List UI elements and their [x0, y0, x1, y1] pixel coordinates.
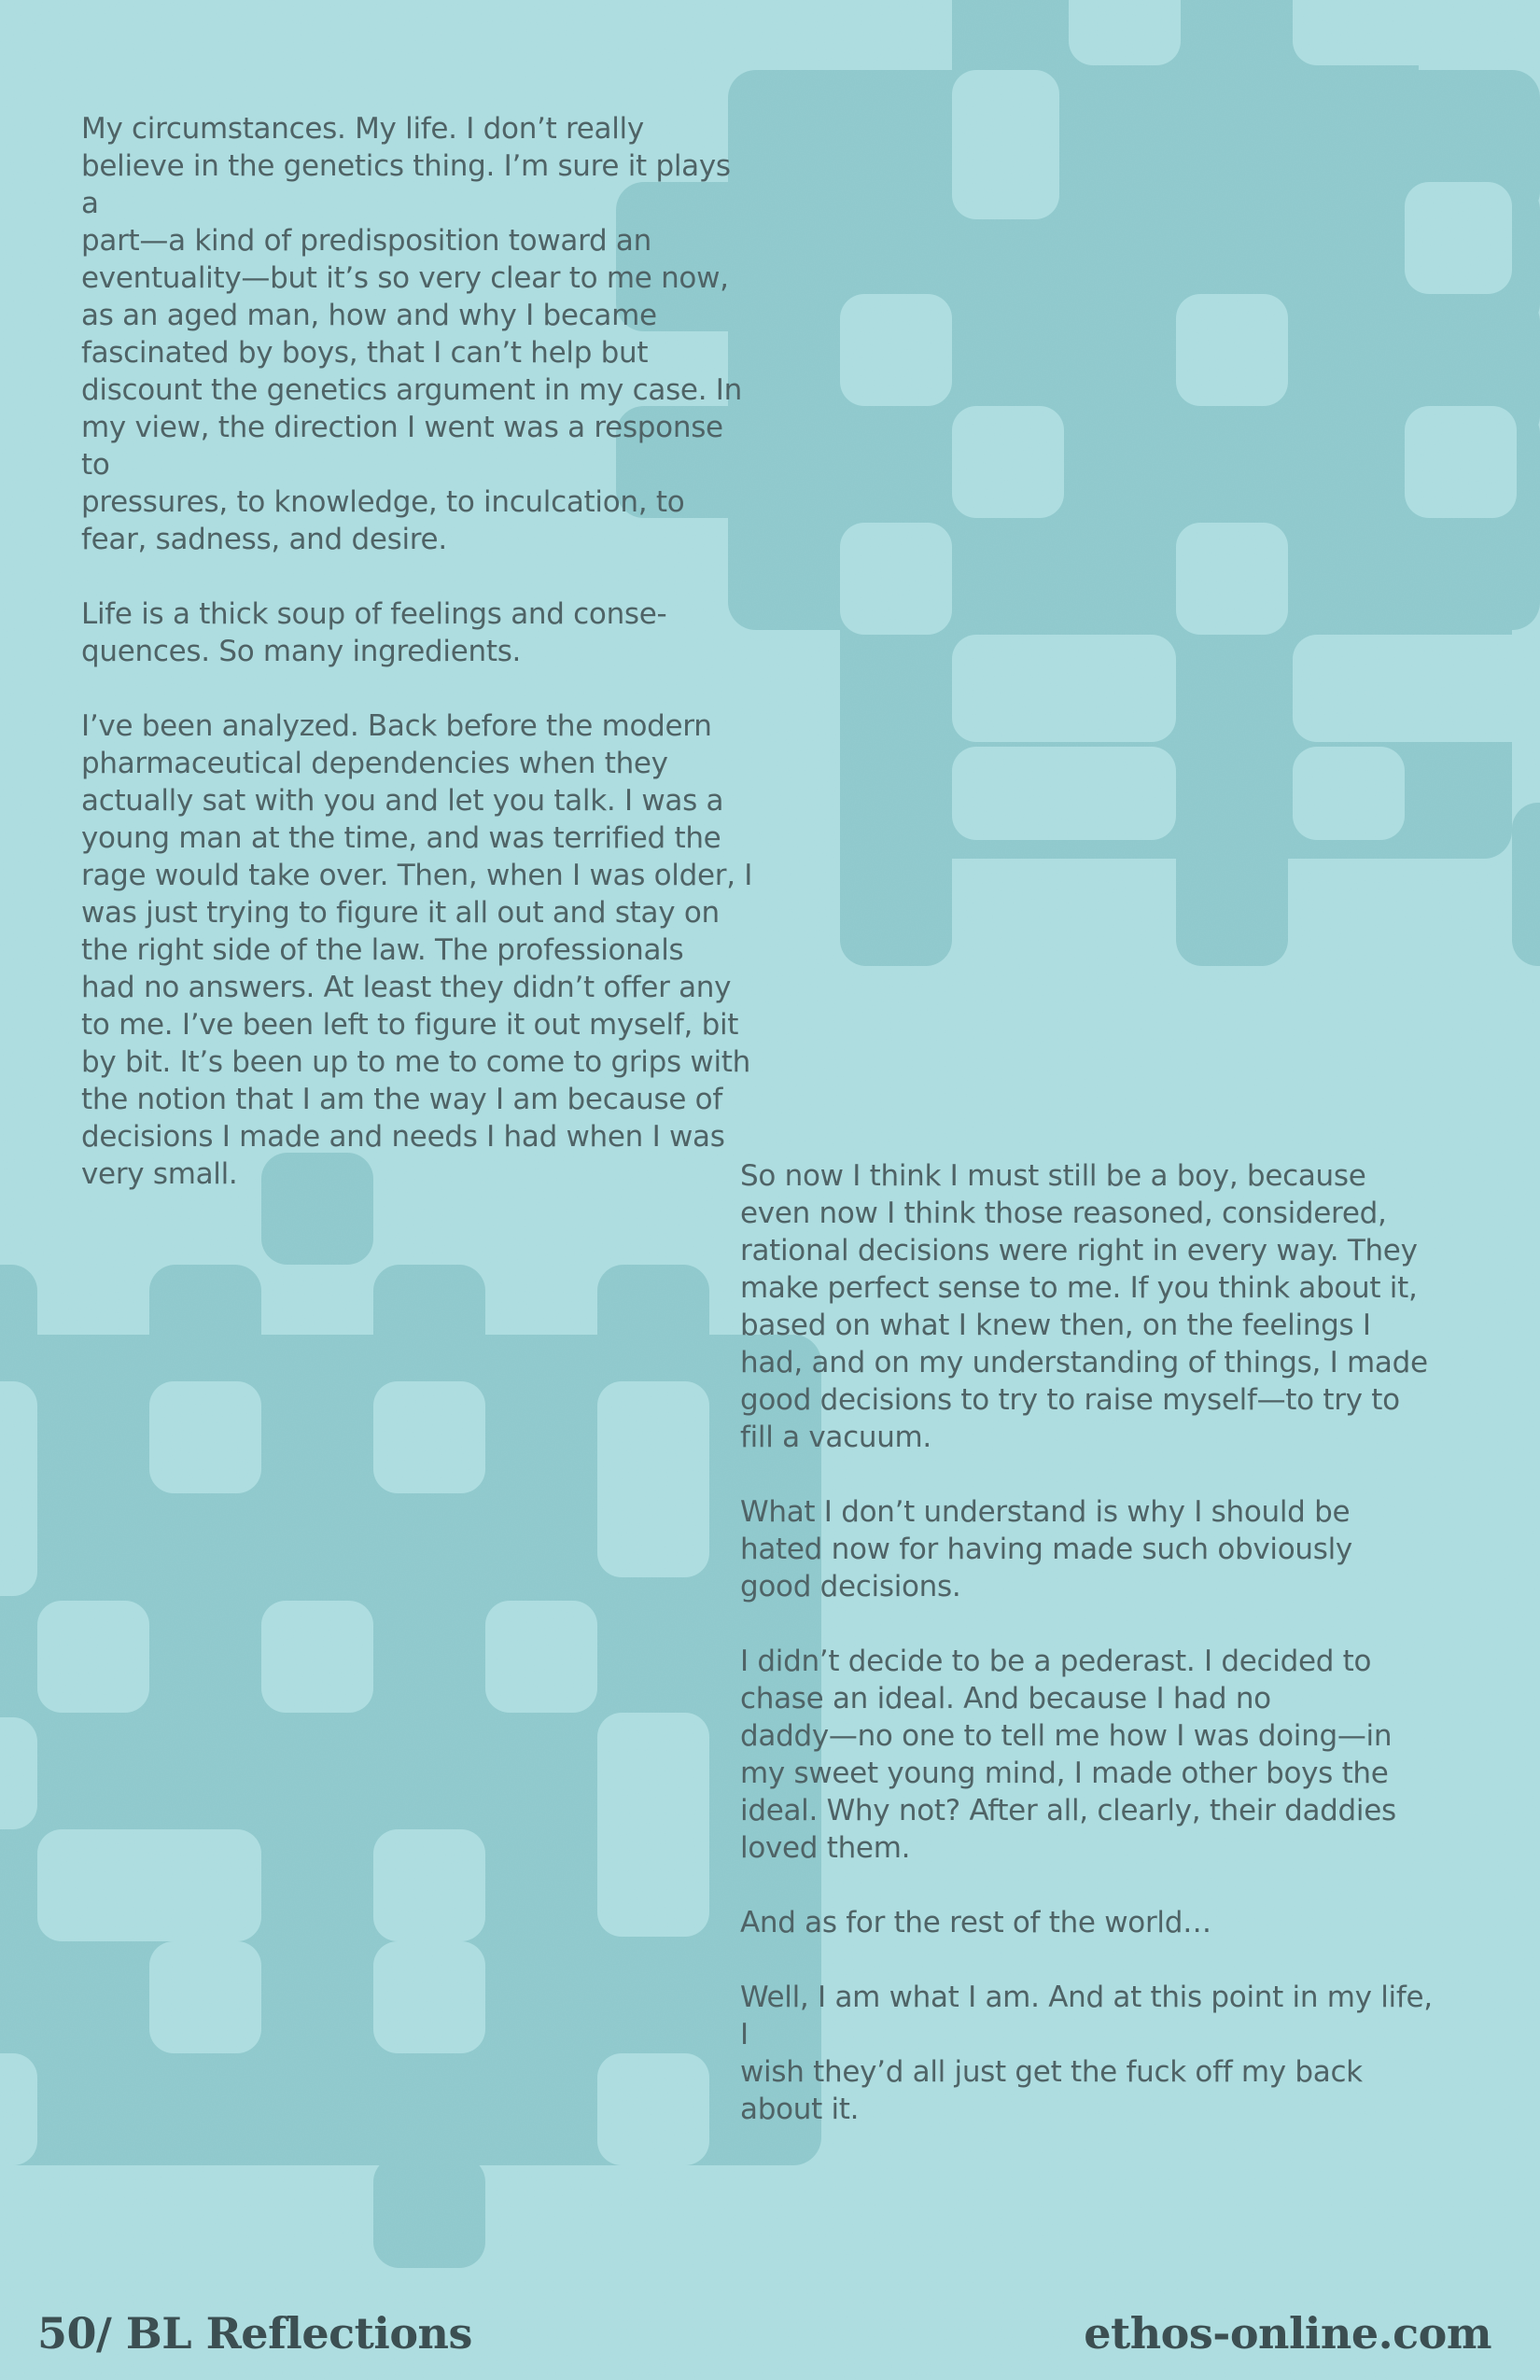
paragraph: What I don’t understand is why I should be hated now for having made such obviously good decisions.: [740, 1495, 1352, 1603]
paragraph: My circumstances. My life. I don’t really believe in the genetics thing. I’m sure it plays a part—a kind of predisposition toward an eventuality—but it’s so very clear to me now, as an aged man, how and why I became fascinated by boys, that I can’t help but discount the genetics argument in my case. In my view, the direction I went was a response to pressures, to knowledge, to inculcation, to fear, sadness, and desire.: [81, 112, 742, 556]
paragraph: I’ve been analyzed. Back before the modern pharmaceutical dependencies when they actually sat with you and let you talk. I was a young man at the time, and was terrified the rage would take over. Then, when I was older, I was just trying to figure it all out and stay on the right side of the law. The professionals had no answers. At least they didn’t offer any to me. I’ve been left to figure it out myself, bit by bit. It’s been up to me to come to grips with the notion that I am the way I am because of decisions I made and needs I had when I was very small.: [81, 709, 753, 1191]
article-left-column: [81, 110, 753, 1193]
paragraph: And as for the rest of the world…: [740, 1906, 1211, 1939]
article-right-column: [740, 1157, 1449, 2128]
page-number-section-title: 50/ BL Reflections: [37, 2308, 472, 2359]
website-url: ethos-online.com: [1084, 2308, 1491, 2359]
paragraph: Well, I am what I am. And at this point in my life, I wish they’d all just get the fuck off my back about it.: [740, 1981, 1433, 2126]
paragraph: I didn’t decide to be a pederast. I decided to chase an ideal. And because I had no daddy—no one to tell me how I was doing—in my sweet young mind, I made other boys the ideal. Why not? After all, clearly, their daddies loved them.: [740, 1645, 1396, 1865]
paragraph: So now I think I must still be a boy, because even now I think those reasoned, considered, rational decisions were right in every way. They make perfect sense to me. If you think about it, based on what I knew then, on the feelings I had, and on my understanding of things, I made good decisions to try to raise myself—to try to fill a vacuum.: [740, 1159, 1428, 1454]
paragraph: Life is a thick soup of feelings and conse- quences. So many ingredients.: [81, 597, 667, 668]
